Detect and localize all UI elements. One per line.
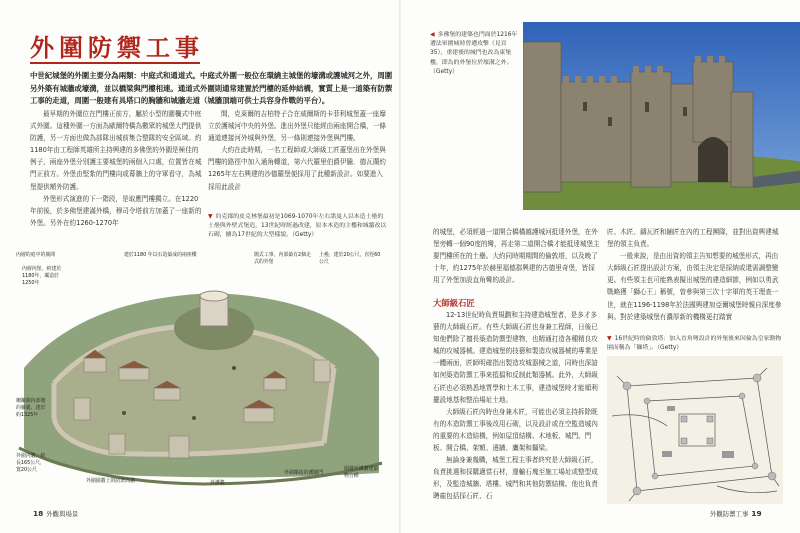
lead-paragraph: 中世紀城堡的外圍主要分為兩類：中庭式和通道式。中庭式外圍一般位在環繞主城堡的壕溝或護城河之外，周圍另外築有城牆或壕溝，並以橋梁與門樓相連。通道式外圍則通常建置於門樓的延伸結構，實質上是一道築有防禦工事的走道，周圍一般建有具塔口的胸牆和城牆走道（城牆頂端可供士兵容身作戰的平台）。 (30, 71, 393, 105)
paragraph: 間，克萊爾的吉柏特子合在威爾斯的卡菲利城堡蓋一座靡立於護城河中央的外堡。進出外堡只能經由兩座開合橋，一條通道連接河外城與外堡，另一條則連接外堡與門樓。 (208, 110, 387, 143)
paragraph: 外堡形式演進的下一階段，是取應門樓獨立。在1220年前後，於多佛堡建滿外橋，穆司令塔前方加蓋了一座新的外堡。另外在約1260-1270年 (30, 194, 202, 227)
illustration-caption (208, 212, 388, 241)
dover-castle-photo (523, 22, 800, 210)
label-motte: 土壘，建於20公尺，直徑60公尺 (319, 252, 381, 265)
tower-of-london-engraving (607, 356, 783, 504)
paragraph: 最早期的外圍位在門樓正前方，屬於小型的圍欄式中庭式外圍。這種外圍一方面為歐爾特橋為數眾的城堡大門提供防護，另一方面也做為部隊出城前集合整隊的安全區域。約1180年由工程師英雄所主持興建的多佛堡的外圍是極佳的例子，兩座外堡分別護主要城堡的兩個入口處，位置皆在城門正前方。外堡由堅紮的門樓向或幕牆上的守軍看守，為城堡提供額外防護。 (30, 110, 202, 191)
running-head: 外觀防禦工事 (710, 510, 749, 518)
paragraph: 大約在此時期，一名工程師或大師級工匠蓋堡出在外堡與門樓的路徑中加入通角轉道，第六代羅里伯爵伊騰．德瓦蘭約1265年左右興建的沙德羅堡便採用了此種新設計。如要進入採用此設計 (208, 146, 387, 191)
right-page (400, 0, 800, 533)
running-head: 外觀與場景 (46, 510, 79, 518)
label-outer-wall: 外護牆 (210, 480, 225, 486)
label-outer-gate: 外圍鄰接的護牆門 (284, 470, 324, 476)
left-body-column-2 (208, 108, 388, 193)
label-fortification: 簡式工事，內部築有2個走式的外堡 (254, 252, 311, 265)
left-body-column-1 (30, 108, 202, 229)
label-stone-chapel: 建於1180 年以石造築成的兩座樓 (124, 252, 197, 258)
paragraph: 一般來說，是由出資的領主告知想要的城堡形式，再由大師級石匠提出設計方案，由領主決定是採納或還需調整變更。有些領主也可能熟表擬出城堡的建造細節，例如以勇武戰略獲「獅心王」稱號，曾參與第三次十字軍的英王理查一世，就在1196-1198年於法國興建加亞爾城堡時親自深度參與。對於建築城堡有濃厚新的機構更打踏實 (607, 252, 782, 321)
engraving-drawing (607, 356, 783, 504)
label-palisade-wall: 柵籬圍內部墻的藤牆，建於約1325年 (16, 398, 46, 418)
page-number: 18 (33, 509, 44, 518)
label-inner-ward: 內層內堡，約建於1180年，壩造於1250年 (22, 266, 62, 286)
right-body-column-1b (433, 309, 601, 503)
page-title: 外圍防禦工事 (30, 33, 204, 62)
caption-text: 多佛堡的建築也門面於1216年遭法軍圍城時曾遭攻擊（見頁35），重建後的城門也改為東堡樓，即為的外堡位於壕溝之外。（Getty） (430, 32, 518, 75)
paragraph: 無論身兼幾職，城堡工程主事者終究是大師級石匠，負責挑選和採購適當石材，運輸石塊至施工場址或整型成形，及監造城牆、塔樓、城門和其他防禦結構。他也負責聘雇包括採石匠、石 (433, 456, 598, 501)
right-folio (710, 509, 765, 518)
label-outer-curtain: 外圍園牆上的防禦高牆 (86, 478, 135, 484)
label-outer-bailey: 外圍內牆，約長165公尺，寬20公尺 (16, 453, 46, 473)
label-ditch-buildings: 圍越外溝牆建築物合種 (344, 466, 379, 479)
right-body-column-2 (607, 226, 783, 323)
caption-arrow-icon: ▼ (607, 335, 612, 342)
left-folio (30, 509, 78, 518)
caption-arrow-icon: ◀ (430, 31, 435, 38)
caption-arrow-icon: ▼ (208, 213, 213, 220)
paragraph: 12-13世紀時負責規劃和主持建造城堡者，是多才多藝的大師級石匠。有些大師級石匠也身兼工程師，日後已知他們除了擅長築造防禦型建物，也精通打造各種精良攻城的攻城器械。建造城堡的技藝和製造攻城器械的專業是一體兩面，匠師明確指出製造攻城器械之道，同時也深諳如何築造防禦工事來抵擋和反制此類器械。此外，大師級石匠也必須熟悉地質學和土木工事，建造城堡時才能順利擺設地基和整治場址土地。 (433, 311, 598, 404)
paragraph: 匠、木匠、鑄瓦匠和鋪匠在內的工程團隊，並對出資興建城堡的領主負責。 (607, 228, 779, 249)
section-subhead: 大師級石匠 (433, 298, 475, 308)
caption-text: 16世紀時的倫敦塔：加入直角彎設計的外堡後來因倫為皇家動物園而稱為「獅塔」。（Getty） (607, 336, 782, 352)
paragraph: 大師級石匠內時也身兼木匠，可能也必須主持拆除既有的木造防禦工事後改用石砌，以及設計或在空監造城內的重要的木造結構，例如屋頂結構、木地板、城門、門板、開合橋、架額、邊牆、鷹架和攝梁。 (433, 407, 598, 453)
castle-photo-drawing (523, 22, 800, 210)
right-body-column-1a (433, 226, 601, 286)
pickering-castle-drawing (14, 248, 384, 488)
title-underline (30, 62, 200, 64)
page-number: 19 (751, 509, 762, 518)
paragraph: 的城堡，必須經過一道開合橋橫越護城河抵達外堡，在外堡旁轉一個90度的彎，再走第二道開合橋才能抵達城堡主要門樓所在的土壘。大約同時期期間的倫敦塔，以及晚了十年，約1275年於赫里福德郡興建的古德里奇堡，皆採用了外堡加設直角彎的設計。 (433, 228, 600, 285)
engraving-caption (607, 334, 783, 353)
castle-illustration (14, 248, 384, 488)
photo-caption (430, 30, 518, 77)
caption-text: 約克郡的皮克林堡最初是1069-1070年左右諾曼人以木造土壘的土壘與外壁式堡造，13世紀時經過改建，原本木造的主樓和城牆改以石砌，擴為17世紀的大型樣貌。（Getty） (208, 214, 387, 239)
label-inner-hall: 內層的庭中的廣間 (16, 252, 56, 258)
